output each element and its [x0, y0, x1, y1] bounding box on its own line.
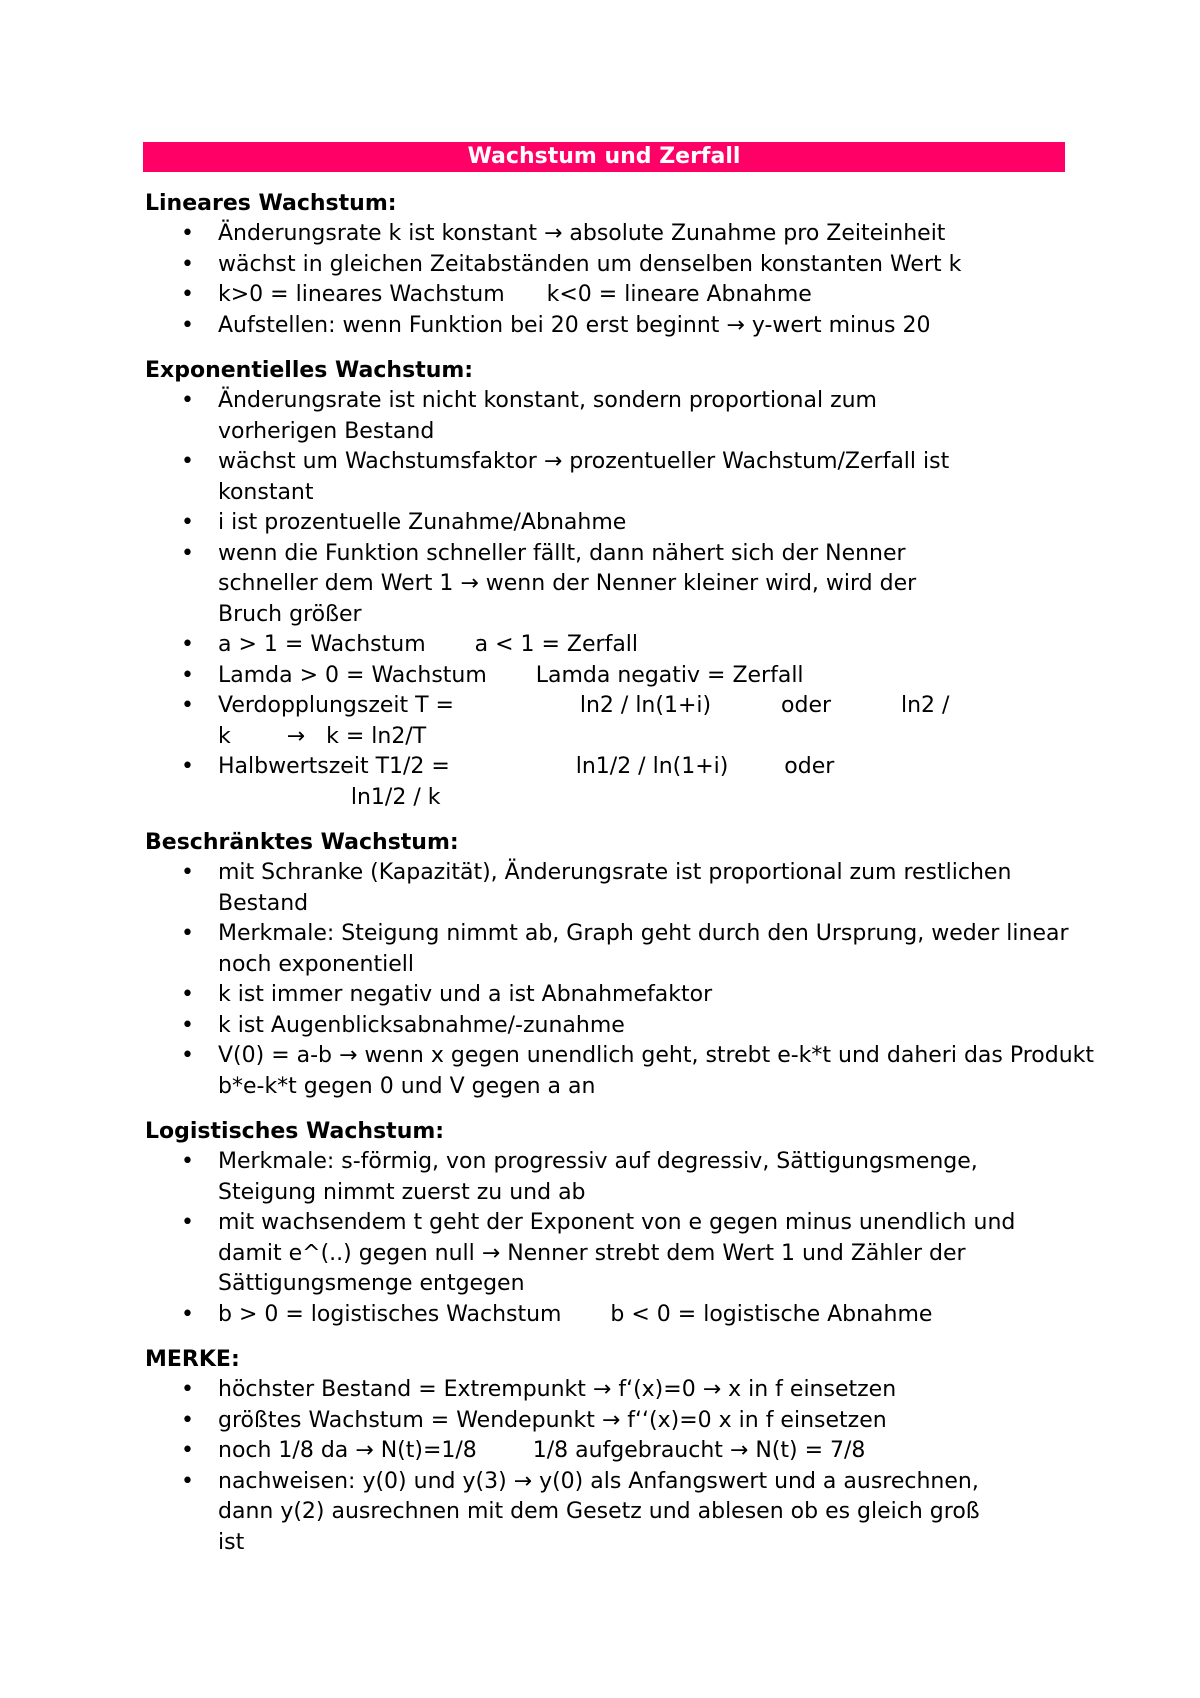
list-item — [145, 311, 1195, 342]
list-item — [145, 980, 1195, 1011]
list-item — [145, 858, 1195, 919]
section-heading: MERKE: — [145, 1347, 240, 1372]
section-heading: Logistisches Wachstum: — [145, 1119, 445, 1144]
list-item-line: • a > 1 = Wachstum a < 1 = Zerfall — [218, 632, 639, 657]
list-item-line: • Merkmale: s-förmig, von progressiv auf degressiv, Sättigungsmenge, — [218, 1149, 978, 1174]
list-item-line: • wenn die Funktion schneller fällt, dann nähert sich der Nenner — [218, 540, 906, 566]
list-item-line: • nachweisen: y(0) und y(3) → y(0) als Anfangswert und a ausrechnen, — [218, 1468, 979, 1494]
list-item — [145, 1375, 1195, 1406]
list-item-line: • Merkmale: Steigung nimmt ab, Graph geht durch den Ursprung, weder linear — [218, 921, 1069, 946]
list-item — [145, 1041, 1195, 1102]
list-item-line: • Aufstellen: wenn Funktion bei 20 erst beginnt → y-wert minus 20 — [218, 312, 931, 338]
list-item-line: Bruch größer — [218, 601, 362, 627]
list-item — [145, 630, 1195, 661]
list-item — [145, 661, 1195, 692]
list-item-line: • mit wachsendem t geht der Exponent von e gegen minus unendlich und — [218, 1210, 1016, 1235]
list-item — [145, 1467, 1195, 1559]
list-item-line: Bestand — [218, 890, 309, 916]
list-item-line: schneller dem Wert 1 → wenn der Nenner kleiner wird, wird der — [218, 571, 917, 596]
list-item-line: • höchster Bestand = Extrempunkt → f‘(x)=0 → x in f einsetzen — [218, 1377, 897, 1402]
list-item — [145, 386, 1195, 447]
list-item-line: • Änderungsrate ist nicht konstant, sondern proportional zum — [218, 388, 877, 413]
list-item-line: Steigung nimmt zuerst zu und ab — [218, 1179, 586, 1205]
list-item — [145, 1300, 1195, 1331]
list-item — [145, 919, 1195, 980]
list-item — [145, 219, 1195, 250]
list-item — [145, 539, 1195, 631]
document-body — [145, 189, 1195, 1573]
section — [145, 356, 1195, 813]
list-item — [145, 280, 1195, 311]
list-item-line: • Verdopplungszeit T = ln2 / ln(1+i) oder ln2 / — [218, 693, 950, 718]
bullet-list — [145, 1147, 1195, 1330]
list-item-line: • Lamda > 0 = Wachstum Lamda negativ = Zerfall — [218, 662, 804, 688]
list-item-line: • i ist prozentuelle Zunahme/Abnahme — [218, 510, 627, 535]
bullet-list — [145, 1375, 1195, 1558]
list-item — [145, 1147, 1195, 1208]
list-item-line: • V(0) = a-b → wenn x gegen unendlich geht, strebt e-k*t und daheri das Produkt — [218, 1043, 1095, 1068]
list-item-line: • k ist Augenblicksabnahme/-zunahme — [218, 1012, 625, 1038]
list-item-line: Sättigungsmenge entgegen — [218, 1271, 525, 1296]
list-item-line: ist — [218, 1529, 245, 1555]
list-item-line: dann y(2) ausrechnen mit dem Gesetz und ablesen ob es gleich groß — [218, 1499, 980, 1524]
section — [145, 828, 1195, 1102]
list-item-line: konstant — [218, 479, 314, 505]
list-item-line: • wächst in gleichen Zeitabständen um denselben konstanten Wert k — [218, 251, 962, 277]
list-item-line: • k>0 = lineares Wachstum k<0 = lineare Abnahme — [218, 282, 812, 307]
list-item-line: damit e^(..) gegen null → Nenner strebt dem Wert 1 und Zähler der — [218, 1240, 966, 1266]
section — [145, 189, 1195, 341]
section — [145, 1345, 1195, 1558]
section-heading: Exponentielles Wachstum: — [145, 358, 474, 383]
list-item — [145, 1406, 1195, 1437]
section-heading: Lineares Wachstum: — [145, 191, 397, 216]
list-item-line: • größtes Wachstum = Wendepunkt → f‘‘(x)=0 x in f einsetzen — [218, 1407, 887, 1433]
list-item-line: • Halbwertszeit T1/2 = ln1/2 / ln(1+i) oder — [218, 754, 835, 779]
document-title: Wachstum und Zerfall — [143, 142, 1065, 172]
list-item-line: noch exponentiell — [218, 951, 414, 977]
bullet-list — [145, 386, 1195, 813]
list-item-line: k → k = ln2/T — [218, 723, 427, 749]
bullet-list — [145, 219, 1195, 341]
list-item-line: • k ist immer negativ und a ist Abnahmefaktor — [218, 982, 713, 1007]
list-item — [145, 447, 1195, 508]
section — [145, 1117, 1195, 1330]
list-item-line: vorherigen Bestand — [218, 418, 435, 444]
list-item — [145, 1436, 1195, 1467]
list-item-line: ln1/2 / k — [218, 784, 441, 810]
list-item — [145, 691, 1195, 752]
list-item — [145, 250, 1195, 281]
list-item-line: b*e-k*t gegen 0 und V gegen a an — [218, 1073, 596, 1099]
list-item — [145, 508, 1195, 539]
list-item — [145, 752, 1195, 813]
list-item — [145, 1011, 1195, 1042]
section-heading: Beschränktes Wachstum: — [145, 830, 459, 855]
list-item-line: • wächst um Wachstumsfaktor → prozentueller Wachstum/Zerfall ist — [218, 449, 950, 474]
list-item-line: • noch 1/8 da → N(t)=1/8 1/8 aufgebraucht → N(t) = 7/8 — [218, 1438, 866, 1463]
bullet-list — [145, 858, 1195, 1102]
list-item-line: • b > 0 = logistisches Wachstum b < 0 = logistische Abnahme — [218, 1301, 933, 1327]
list-item-line: • Änderungsrate k ist konstant → absolute Zunahme pro Zeiteinheit — [218, 221, 946, 246]
list-item — [145, 1208, 1195, 1300]
list-item-line: • mit Schranke (Kapazität), Änderungsrate ist proportional zum restlichen — [218, 860, 1012, 885]
